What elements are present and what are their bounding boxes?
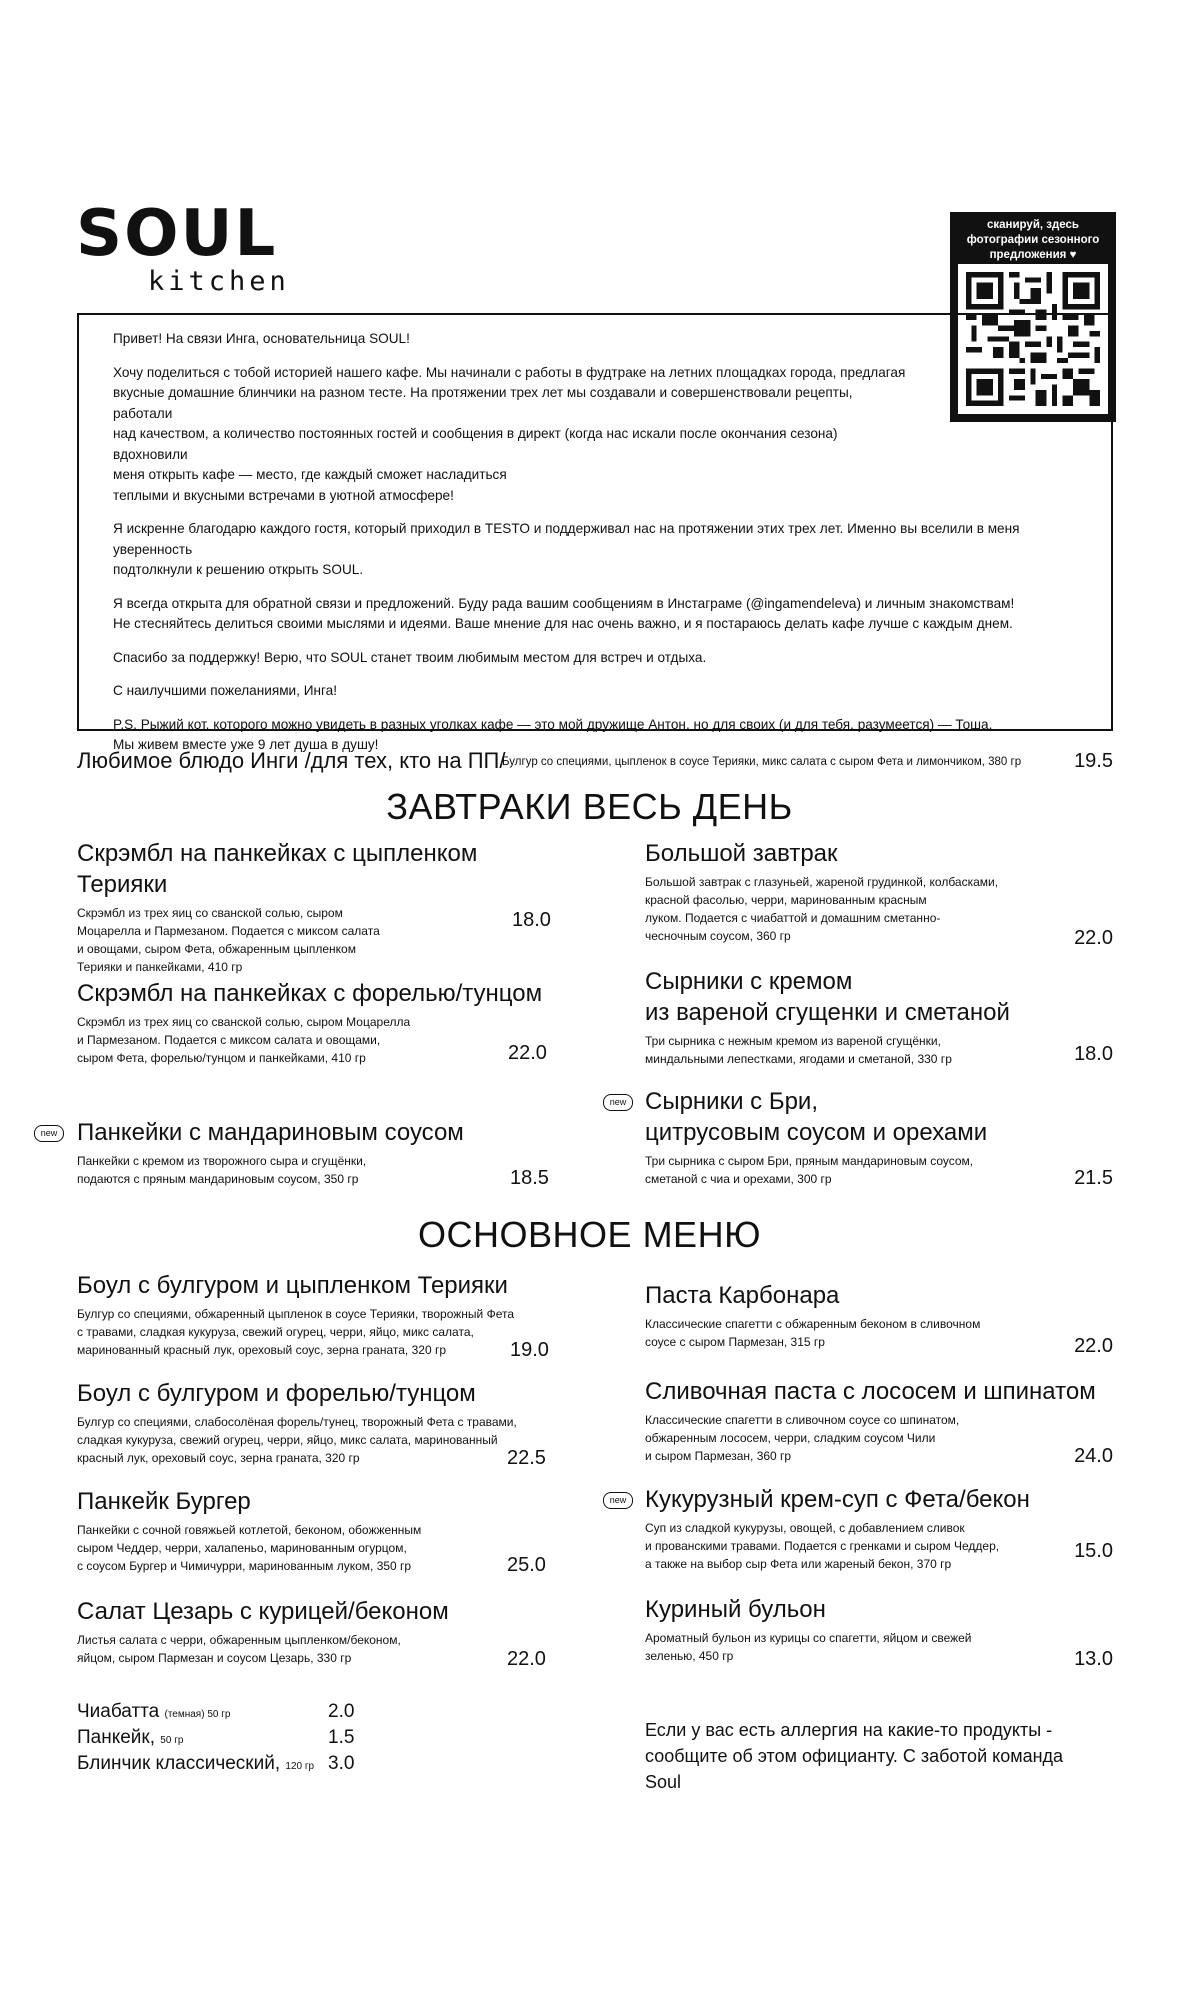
menu-item-title: Панкейк Бургер	[77, 1488, 251, 1515]
menu-item-title: Куриный бульон	[645, 1596, 826, 1623]
favorite-dish	[77, 748, 1113, 780]
new-badge: new	[603, 1492, 633, 1509]
extras-name: Блинчик классический,	[77, 1753, 281, 1774]
menu-item-title: Панкейки с мандариновым соусом	[77, 1119, 464, 1146]
menu-item-title: Боул с булгуром и форелью/тунцом	[77, 1380, 476, 1407]
menu-item-desc: Скрэмбл из трех яиц со сванской солью, сыром Моцарелла и Пармезаном. Подается с миксом салата и овощами, сыром Фета, обжаренным цыпленком Терияки и панкейками, 410 гр	[77, 906, 380, 974]
menu-item-title: Боул с булгуром и цыпленком Терияки	[77, 1272, 508, 1299]
extras-item	[77, 1727, 377, 1753]
menu-item-desc: Три сырника с сыром Бри, пряным мандариновым соусом, сметаной с чиа и орехами, 300 гр	[645, 1154, 974, 1186]
extras-name: Панкейк,	[77, 1727, 156, 1748]
new-badge: new	[34, 1125, 64, 1142]
menu-item-price: 25.0	[507, 1554, 546, 1576]
menu-item-price: 24.0	[1074, 1445, 1113, 1467]
menu-item-desc: Листья салата с черри, обжаренным цыпленком/беконом, яйцом, сыром Пармезан и соусом Цезарь, 330 гр	[77, 1633, 401, 1665]
letter-paragraph: Я искренне благодарю каждого гостя, который приходил в TESTO и поддерживал нас на протяжении этих трех лет. Именно вы вселили в меня уверенность подтолкнули к решению открыть SOUL.	[113, 521, 1020, 577]
menu-item-title: Скрэмбл на панкейках с цыпленком Терияки	[77, 840, 478, 898]
menu-item-title: Сырники с кремом из вареной сгущенки и сметаной	[645, 968, 1010, 1026]
menu-item-title: Скрэмбл на панкейках с форелью/тунцом	[77, 980, 543, 1007]
logo-brand: SOUL	[76, 197, 278, 271]
menu-item-desc: Булгур со специями, обжаренный цыпленок в соусе Терияки, творожный Фета с травами, сладкая кукуруза, свежий огурец, черри, яйцо, микс салата, маринованный красный лук, ореховый соус, зерна граната, 320 гр	[77, 1307, 514, 1357]
letter-paragraph: Хочу поделиться с тобой историей нашего кафе. Мы начинали с работы в фудтраке на летних площадках города, предлагая вкусные домашние блинчики на разном тесте. На протяжении трех лет мы создавали и совершенствовали рецепты, работали над качеством, а количество постоянных гостей и сообщения в директ (когда нас искали после окончания сезона) вдохновили меня открыть кафе — место, где каждый сможет насладиться теплыми и вкусными встречами в уютной атмосфере!	[113, 364, 906, 503]
menu-item	[77, 1270, 557, 1359]
menu-item-desc: Три сырника с нежным кремом из вареной сгущёнки, миндальными лепестками, ягодами и сметаной, 330 гр	[645, 1034, 952, 1066]
letter-paragraph: Я всегда открыта для обратной связи и предложений. Буду рада вашим сообщениям в Инстаграме (@ingamendeleva) и личным знакомствам! Не стесняйтесь делиться своими мыслями и идеями. Ваше мнение для нас очень важно, и я постараюсь делать кафе лучше с каждым днем.	[113, 595, 1015, 631]
menu-item	[77, 1486, 557, 1575]
menu-item-title: Паста Карбонара	[645, 1282, 840, 1309]
menu-item-price: 22.0	[1074, 1335, 1113, 1357]
menu-item-title: Кукурузный крем-суп с Фета/бекон	[645, 1486, 1030, 1513]
extras-weight: 50 гр	[160, 1735, 184, 1746]
extras-weight: (темная) 50 гр	[164, 1709, 231, 1720]
menu-item-price: 22.5	[507, 1447, 546, 1469]
menu-item-desc: Панкейки с кремом из творожного сыра и сгущёнки, подаются с пряным мандариновым соусом, 350 гр	[77, 1154, 367, 1186]
menu-item-price: 22.0	[507, 1648, 546, 1670]
menu-item	[645, 1086, 1113, 1188]
extras-name: Чиабатта	[77, 1701, 160, 1722]
extras-price: 1.5	[328, 1727, 355, 1748]
menu-item-desc: Классические спагетти с обжаренным беконом в сливочном соусе с сыром Пармезан, 315 гр	[645, 1317, 981, 1349]
section-title-main: ОСНОВНОЕ МЕНЮ	[418, 1214, 761, 1255]
new-badge: new	[603, 1094, 633, 1111]
menu-item	[645, 1594, 1113, 1670]
menu-item-desc: Суп из сладкой кукурузы, овощей, с добавлением сливок и прованскими травами. Подается с гренками и сыром Чеддер, а также на выбор сыр Фета или жареный бекон, 370 гр	[645, 1521, 1000, 1571]
extras-price: 3.0	[328, 1753, 355, 1774]
menu-item-price: 18.5	[510, 1167, 549, 1189]
menu-item	[77, 1117, 557, 1188]
menu-item-desc: Большой завтрак с глазуньей, жареной грудинкой, колбасками, красной фасолью, черри, маринованным красным луком. Подается с чиабаттой и домашним сметанно- чесночным соусом, 360 гр	[645, 875, 999, 943]
letter-paragraph: С наилучшими пожеланиями, Инга!	[113, 683, 337, 698]
allergy-note: Если у вас есть аллергия на какие-то продукты - сообщите об этом официанту. С заботой команда Soul	[645, 1720, 1064, 1792]
extras-price: 2.0	[328, 1701, 355, 1722]
menu-item	[645, 1484, 1113, 1573]
menu-item-price: 18.0	[1074, 1043, 1113, 1065]
menu-item	[77, 1596, 557, 1670]
menu-item-title: Сырники с Бри, цитрусовым соусом и орехами	[645, 1088, 988, 1146]
menu-item	[645, 1376, 1113, 1465]
menu-item	[77, 838, 557, 976]
letter-paragraph: Привет! На связи Инга, основательница SOUL!	[113, 331, 410, 346]
menu-item-price: 22.0	[1074, 927, 1113, 949]
letter-paragraph: Спасибо за поддержку! Верю, что SOUL станет твоим любимым местом для встреч и отдыха.	[113, 649, 707, 665]
section-title-breakfast: ЗАВТРАКИ ВЕСЬ ДЕНЬ	[386, 786, 793, 827]
favorite-dish-name: Любимое блюдо Инги /для тех, кто на ПП/	[77, 748, 506, 773]
menu-item-title: Сливочная паста с лососем и шпинатом	[645, 1378, 1096, 1405]
menu-item	[645, 1280, 1113, 1357]
menu-item-price: 13.0	[1074, 1648, 1113, 1670]
logo-sub: kitchen	[148, 266, 290, 297]
menu-item	[77, 1378, 557, 1467]
menu-item-price: 22.0	[508, 1042, 547, 1064]
founder-letter	[77, 313, 1113, 752]
favorite-dish-price: 19.5	[1074, 750, 1113, 772]
menu-item-desc: Булгур со специями, слабосолёная форель/тунец, творожный Фета с травами, сладкая кукуруза, свежий огурец, черри, яйцо, микс салата, маринованный красный лук, ореховый соус, зерна граната, 320 гр	[77, 1415, 517, 1465]
menu-item	[645, 966, 1113, 1068]
favorite-dish-desc: Булгур со специями, цыпленок в соусе Терияки, микс салата с сыром Фета и лимончиком, 380 гр	[502, 756, 1022, 768]
extras-weight: 120 гр	[285, 1761, 315, 1772]
extras-item	[77, 1701, 377, 1727]
menu-item-title: Салат Цезарь с курицей/беконом	[77, 1598, 449, 1625]
menu-item-price: 18.0	[512, 909, 551, 931]
extras-item	[77, 1753, 377, 1779]
menu-item-title: Большой завтрак	[645, 840, 838, 867]
menu-item	[645, 838, 1113, 949]
menu-item-price: 19.0	[510, 1339, 549, 1361]
menu-item-price: 15.0	[1074, 1540, 1113, 1562]
letter-paragraph: P.S. Рыжий кот, которого можно увидеть в разных уголках кафе — это мой дружище Антон, но для своих (и для тебя, разумеется) — Тоша. Мы живем вместе уже 9 лет душа в душу!	[113, 716, 993, 752]
menu-item-desc: Ароматный бульон из курицы со спагетти, яйцом и свежей зеленью, 450 гр	[645, 1631, 972, 1663]
menu-item	[77, 978, 557, 1067]
menu-item-desc: Классические спагетти в сливочном соусе со шпинатом, обжаренным лососем, черри, сладким соусом Чили и сыром Пармезан, 360 гр	[645, 1413, 960, 1463]
qr-caption: сканируй, здесь фотографии сезонного предложения ♥	[966, 219, 1100, 261]
extras-list	[77, 1701, 377, 1779]
menu-item-price: 21.5	[1074, 1167, 1113, 1189]
menu-item-desc: Панкейки с сочной говяжьей котлетой, беконом, обожженным сыром Чеддер, черри, халапеньо, маринованным огурцом, с соусом Бургер и Чимичурри, маринованным луком, 350 гр	[77, 1523, 422, 1573]
menu-item-desc: Скрэмбл из трех яиц со сванской солью, сыром Моцарелла и Пармезаном. Подается с миксом салата и овощами, сыром Фета, форелью/тунцом и панкейками, 410 гр	[77, 1015, 411, 1065]
